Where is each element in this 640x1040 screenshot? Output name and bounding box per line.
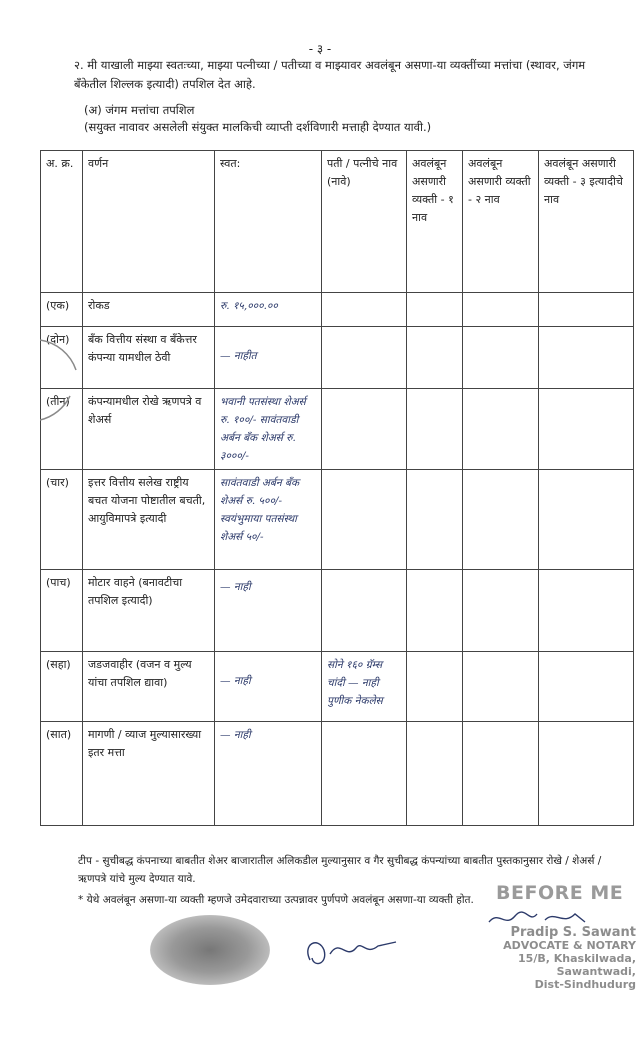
header-serial: अ. क्र. [41,151,83,293]
header-description: वर्णन [83,151,215,293]
table-row [41,293,634,327]
notary-title: ADVOCATE & NOTARY [503,939,636,952]
table-row [41,652,634,722]
table-header-row [41,151,634,293]
row-description: जडजवाहीर (वजन व मुल्य यांचा तपशिल द्यावा) [83,652,215,722]
row-description: इत्तर वित्तीय सलेख राष्ट्रीय बचत योजना पोष्टातील बचती, आयुविमापत्रे इत्यादी [83,470,215,570]
notary-name: Pradip S. Sawant [510,925,636,940]
table-row [41,389,634,470]
row-self-value: रु. १५,०००.०० [215,293,322,327]
section-note: (सयुक्त नावावर असलेली संयुक्त मालकिची व्याप्ती दर्शविणारी मत्ताही देण्यात यावी.) [84,120,432,134]
row-serial: (सहा) [41,652,83,722]
row-self-value: भवानी पतसंस्था शेअर्स रु. १००/- सावंतवाडी अर्बन बँक शेअर्स रु. ३०००/- [215,389,322,470]
row-self-value: — नाही [215,652,322,722]
before-me-stamp: BEFORE ME [496,882,624,904]
row-spouse-value: सोने १६० ग्रॅम्स चांदी — नाही पुणीक नेकलेस [322,652,407,722]
row-serial: (चार) [41,470,83,570]
row-description: मोटार वाहने (बनावटीचा तपशिल इत्यादी) [83,570,215,652]
row-spouse-value [322,470,407,570]
row-serial: (पाच) [41,570,83,652]
intro-paragraph: २. मी याखाली माझ्या स्वतःच्या, माझ्या पत्नीच्या / पतीच्या व माझ्यावर अवलंबून असणा-या व्यक्तींच्या मत्तांचा (स्थावर, जंगम बँकेतील शिल्लक इत्यादी) तपशिल देत आहे. [74,58,586,91]
row-serial: (तीन) [41,389,83,470]
page-number: - ३ - [308,42,332,56]
notary-stamp [464,926,636,991]
row-description: मागणी / व्याज मुल्यासारख्या इतर मत्ता [83,722,215,826]
row-self-value: सावंतवाडी अर्बन बँक शेअर्स रु. ५००/- स्वयंभुमाया पतसंस्था शेअर्स ५०/- [215,470,322,570]
partial-seal-icon [40,330,80,430]
footnote-tip: टीप - सुचीबद्ध कंपनाच्या बाबतीत शेअर बाजारातील अलिकडील मुल्यानुसार व गैर सुचीबद्ध कंपन्यांच्या बाबतीत पुस्तकानुसार रोखे / शेअर्स / ऋणपत्रे यांचे मुल्य देण्यात यावे. [78,855,602,885]
header-self: स्वत: [215,151,322,293]
header-dependent-3: अवलंबून असणारी व्यक्ती - ३ इत्यादीचे नाव [539,151,634,293]
table-row [41,470,634,570]
table-row [41,722,634,826]
row-description: कंपन्यामधील रोखे ऋणपत्रे व शेअर्स [83,389,215,470]
row-self-value: — नाही [215,570,322,652]
row-self-value: — नाहीत [215,327,322,389]
header-dependent-2: अवलंबून असणारी व्यक्ती - २ नाव [463,151,539,293]
row-spouse-value [322,293,407,327]
notary-district: Dist-Sindhudurg [534,978,636,991]
signature-icon [300,930,420,974]
row-description: बँक वित्तीय संस्था व बँकेत्तर कंपन्या यामधील ठेवी [83,327,215,389]
row-spouse-value [322,389,407,470]
row-serial: (एक) [41,293,83,327]
footnote-dependents: * येथे अवलंबून असणा-या व्यक्ती म्हणजे उमेदवाराच्या उत्पन्नावर पुर्णपणे अवलंबून असणा-या व्यक्ती होत. [78,894,474,906]
table-row [41,327,634,389]
row-serial: (दोन) [41,327,83,389]
header-dependent-1: अवलंबून असणारी व्यक्ती - १ नाव [407,151,463,293]
thumbprint-icon [150,915,270,985]
table-row [41,570,634,652]
header-spouse: पती / पत्नीचे नाव (नावे) [322,151,407,293]
row-spouse-value [322,722,407,826]
row-self-value: — नाही [215,722,322,826]
movable-assets-table [40,150,634,826]
section-heading: (अ) जंगम मत्तांचा तपशिल [84,103,195,117]
notary-address: 15/B, Khaskilwada, Sawantwadi, [518,952,636,978]
row-description: रोकड [83,293,215,327]
row-serial: (सात) [41,722,83,826]
row-spouse-value [322,327,407,389]
row-spouse-value [322,570,407,652]
